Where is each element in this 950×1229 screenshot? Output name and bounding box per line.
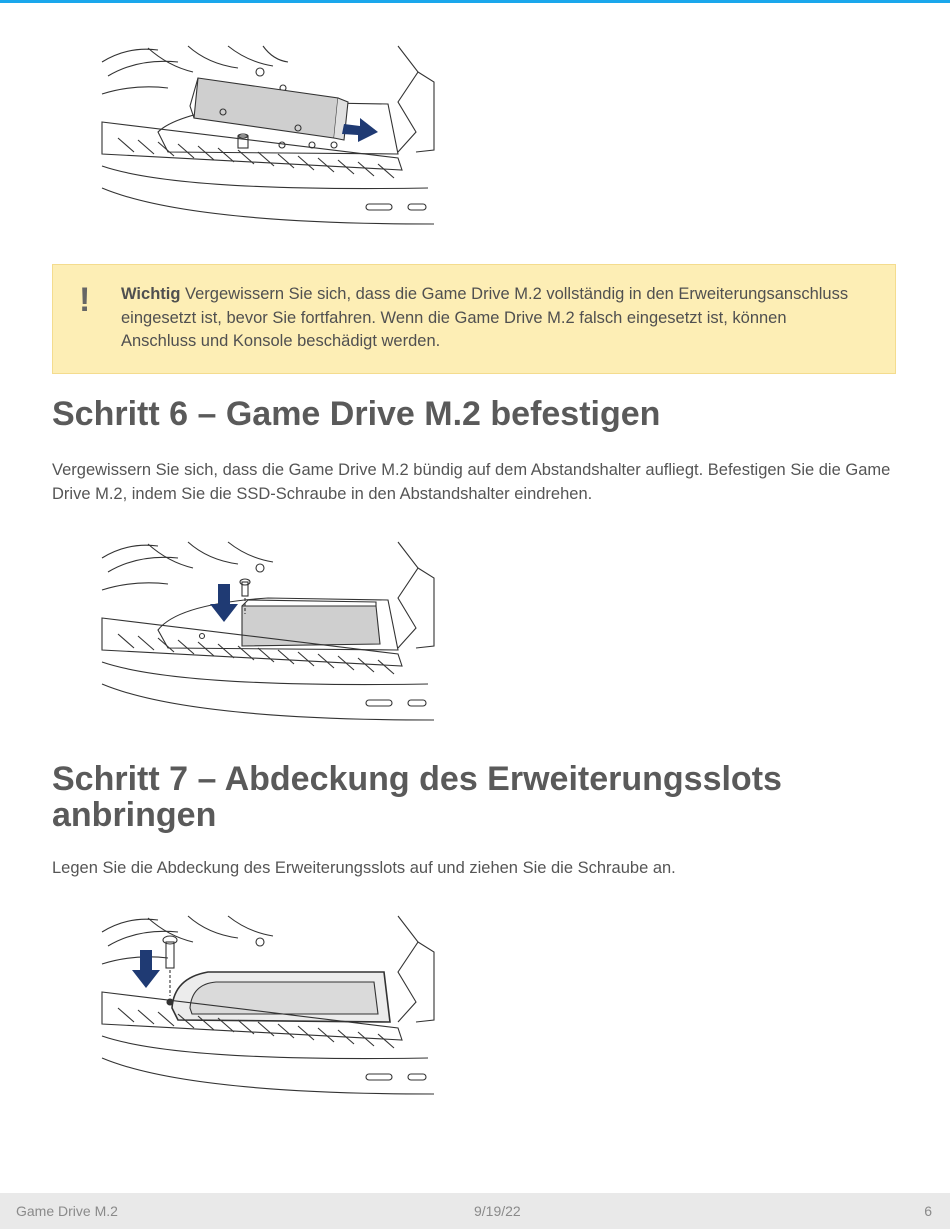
step6-text: Vergewissern Sie sich, dass die Game Drive M.2 bündig auf dem Abstandshalter aufliegt. Befestigen Sie die Game Drive M.2, indem Sie die SSD-Schraube in den Abstandshalter eindrehen. (52, 461, 891, 503)
step6-heading: Schritt 6 – Game Drive M.2 befestigen (52, 395, 661, 433)
top-accent-bar (0, 0, 950, 3)
illustration-insert-drive (98, 42, 436, 230)
notice-text (121, 283, 861, 354)
footer-date: 9/19/22 (474, 1203, 521, 1219)
page-footer (0, 1193, 950, 1229)
footer-page-number: 6 (924, 1203, 932, 1219)
footer-product: Game Drive M.2 (16, 1203, 118, 1219)
step7-text: Legen Sie die Abdeckung des Erweiterungsslots auf und ziehen Sie die Schraube an. (52, 859, 676, 877)
step7-heading: Schritt 7 – Abdeckung des Erweiterungsslots anbringen (52, 760, 782, 834)
exclamation-icon: ! (79, 281, 91, 319)
important-notice (52, 264, 896, 374)
notice-label: Wichtig (121, 285, 181, 303)
illustration-fasten-drive (98, 538, 436, 726)
notice-body: Vergewissern Sie sich, dass die Game Drive M.2 vollständig in den Erweiterungsanschluss eingesetzt ist, bevor Sie fortfahren. Wenn die Game Drive M.2 falsch eingesetzt ist, können Anschluss und Konsole beschädigt werden. (121, 285, 849, 350)
illustration-attach-cover (98, 912, 436, 1100)
